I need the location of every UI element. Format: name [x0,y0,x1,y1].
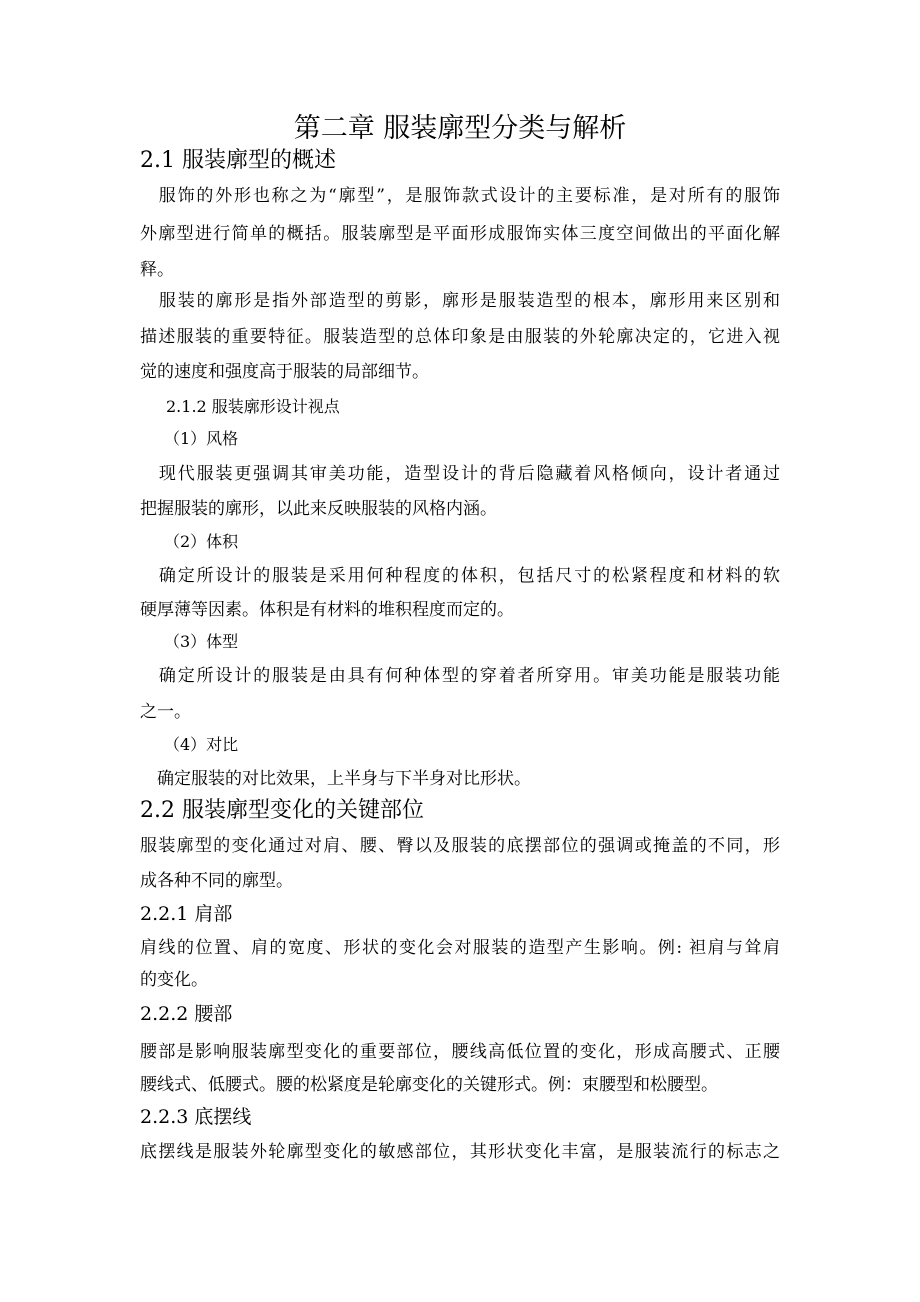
subsection-heading-2-2-3: 2.2.3 底摆线 [140,1106,252,1128]
subsection-heading-2-2-2: 2.2.2 腰部 [140,1003,233,1025]
paragraph-line: 的变化。 [140,970,208,990]
paragraph-line: 服装的廓形是指外部造型的剪影，廓形是服装造型的根本，廓形用来区别和 [140,291,780,311]
paragraph-line: 底摆线是服装外轮廓型变化的敏感部位，其形状变化丰富，是服装流行的标志之 [140,1142,780,1162]
paragraph-line: 腰部是影响服装廓型变化的重要部位，腰线高低位置的变化，形成高腰式、正腰 [140,1042,780,1062]
subsection-heading-2-2-1: 2.2.1 肩部 [140,903,233,925]
section-heading-2-1: 2.1 服装廓型的概述 [140,148,336,173]
list-item-label: （4）对比 [164,735,239,754]
paragraph-line: 服装廓型的变化通过对肩、腰、臀以及服装的底摆部位的强调或掩盖的不同，形 [140,836,780,856]
list-item-label: （1）风格 [164,429,239,448]
section-heading-2-2: 2.2 服装廓型变化的关键部位 [140,798,424,823]
paragraph-line: 外廓型进行简单的概括。服装廓型是平面形成服饰实体三度空间做出的平面化解 [140,224,780,244]
paragraph-line: 觉的速度和强度高于服装的局部细节。 [140,362,429,382]
paragraph-line: 确定所设计的服装是采用何种程度的体积，包括尺寸的松紧程度和材料的软 [140,566,780,586]
list-item-label: （3）体型 [164,632,239,651]
paragraph-line: 硬厚薄等因素。体积是有材料的堆积程度而定的。 [140,600,514,620]
paragraph-line: 确定所设计的服装是由具有何种体型的穿着者所穿用。审美功能是服装功能 [140,666,780,686]
paragraph-line: 释。 [140,260,174,280]
paragraph-line: 描述服装的重要特征。服装造型的总体印象是由服装的外轮廓决定的，它进入视 [140,327,780,347]
subsection-heading-2-1-2: 2.1.2 服装廓形设计视点 [166,397,340,416]
paragraph-line: 把握服装的廓形，以此来反映服装的风格内涵。 [140,499,497,519]
paragraph-line: 之一。 [140,702,191,722]
list-item-label: （2）体积 [164,532,239,551]
paragraph-line: 服饰的外形也称之为“廓型”，是服饰款式设计的主要标准，是对所有的服饰 [140,186,780,206]
paragraph-line: 确定服装的对比效果，上半身与下半身对比形状。 [140,769,531,789]
paragraph-line: 成各种不同的廓型。 [140,871,293,891]
paragraph-line: 肩线的位置、肩的宽度、形状的变化会对服装的造型产生影响。例: 袒肩与耸肩 [140,938,780,958]
chapter-title: 第二章 服装廓型分类与解析 [293,113,627,144]
paragraph-line: 腰线式、低腰式。腰的松紧度是轮廓变化的关键形式。例：束腰型和松腰型。 [140,1075,718,1095]
paragraph-line: 现代服装更强调其审美功能，造型设计的背后隐藏着风格倾向，设计者通过 [140,464,780,484]
